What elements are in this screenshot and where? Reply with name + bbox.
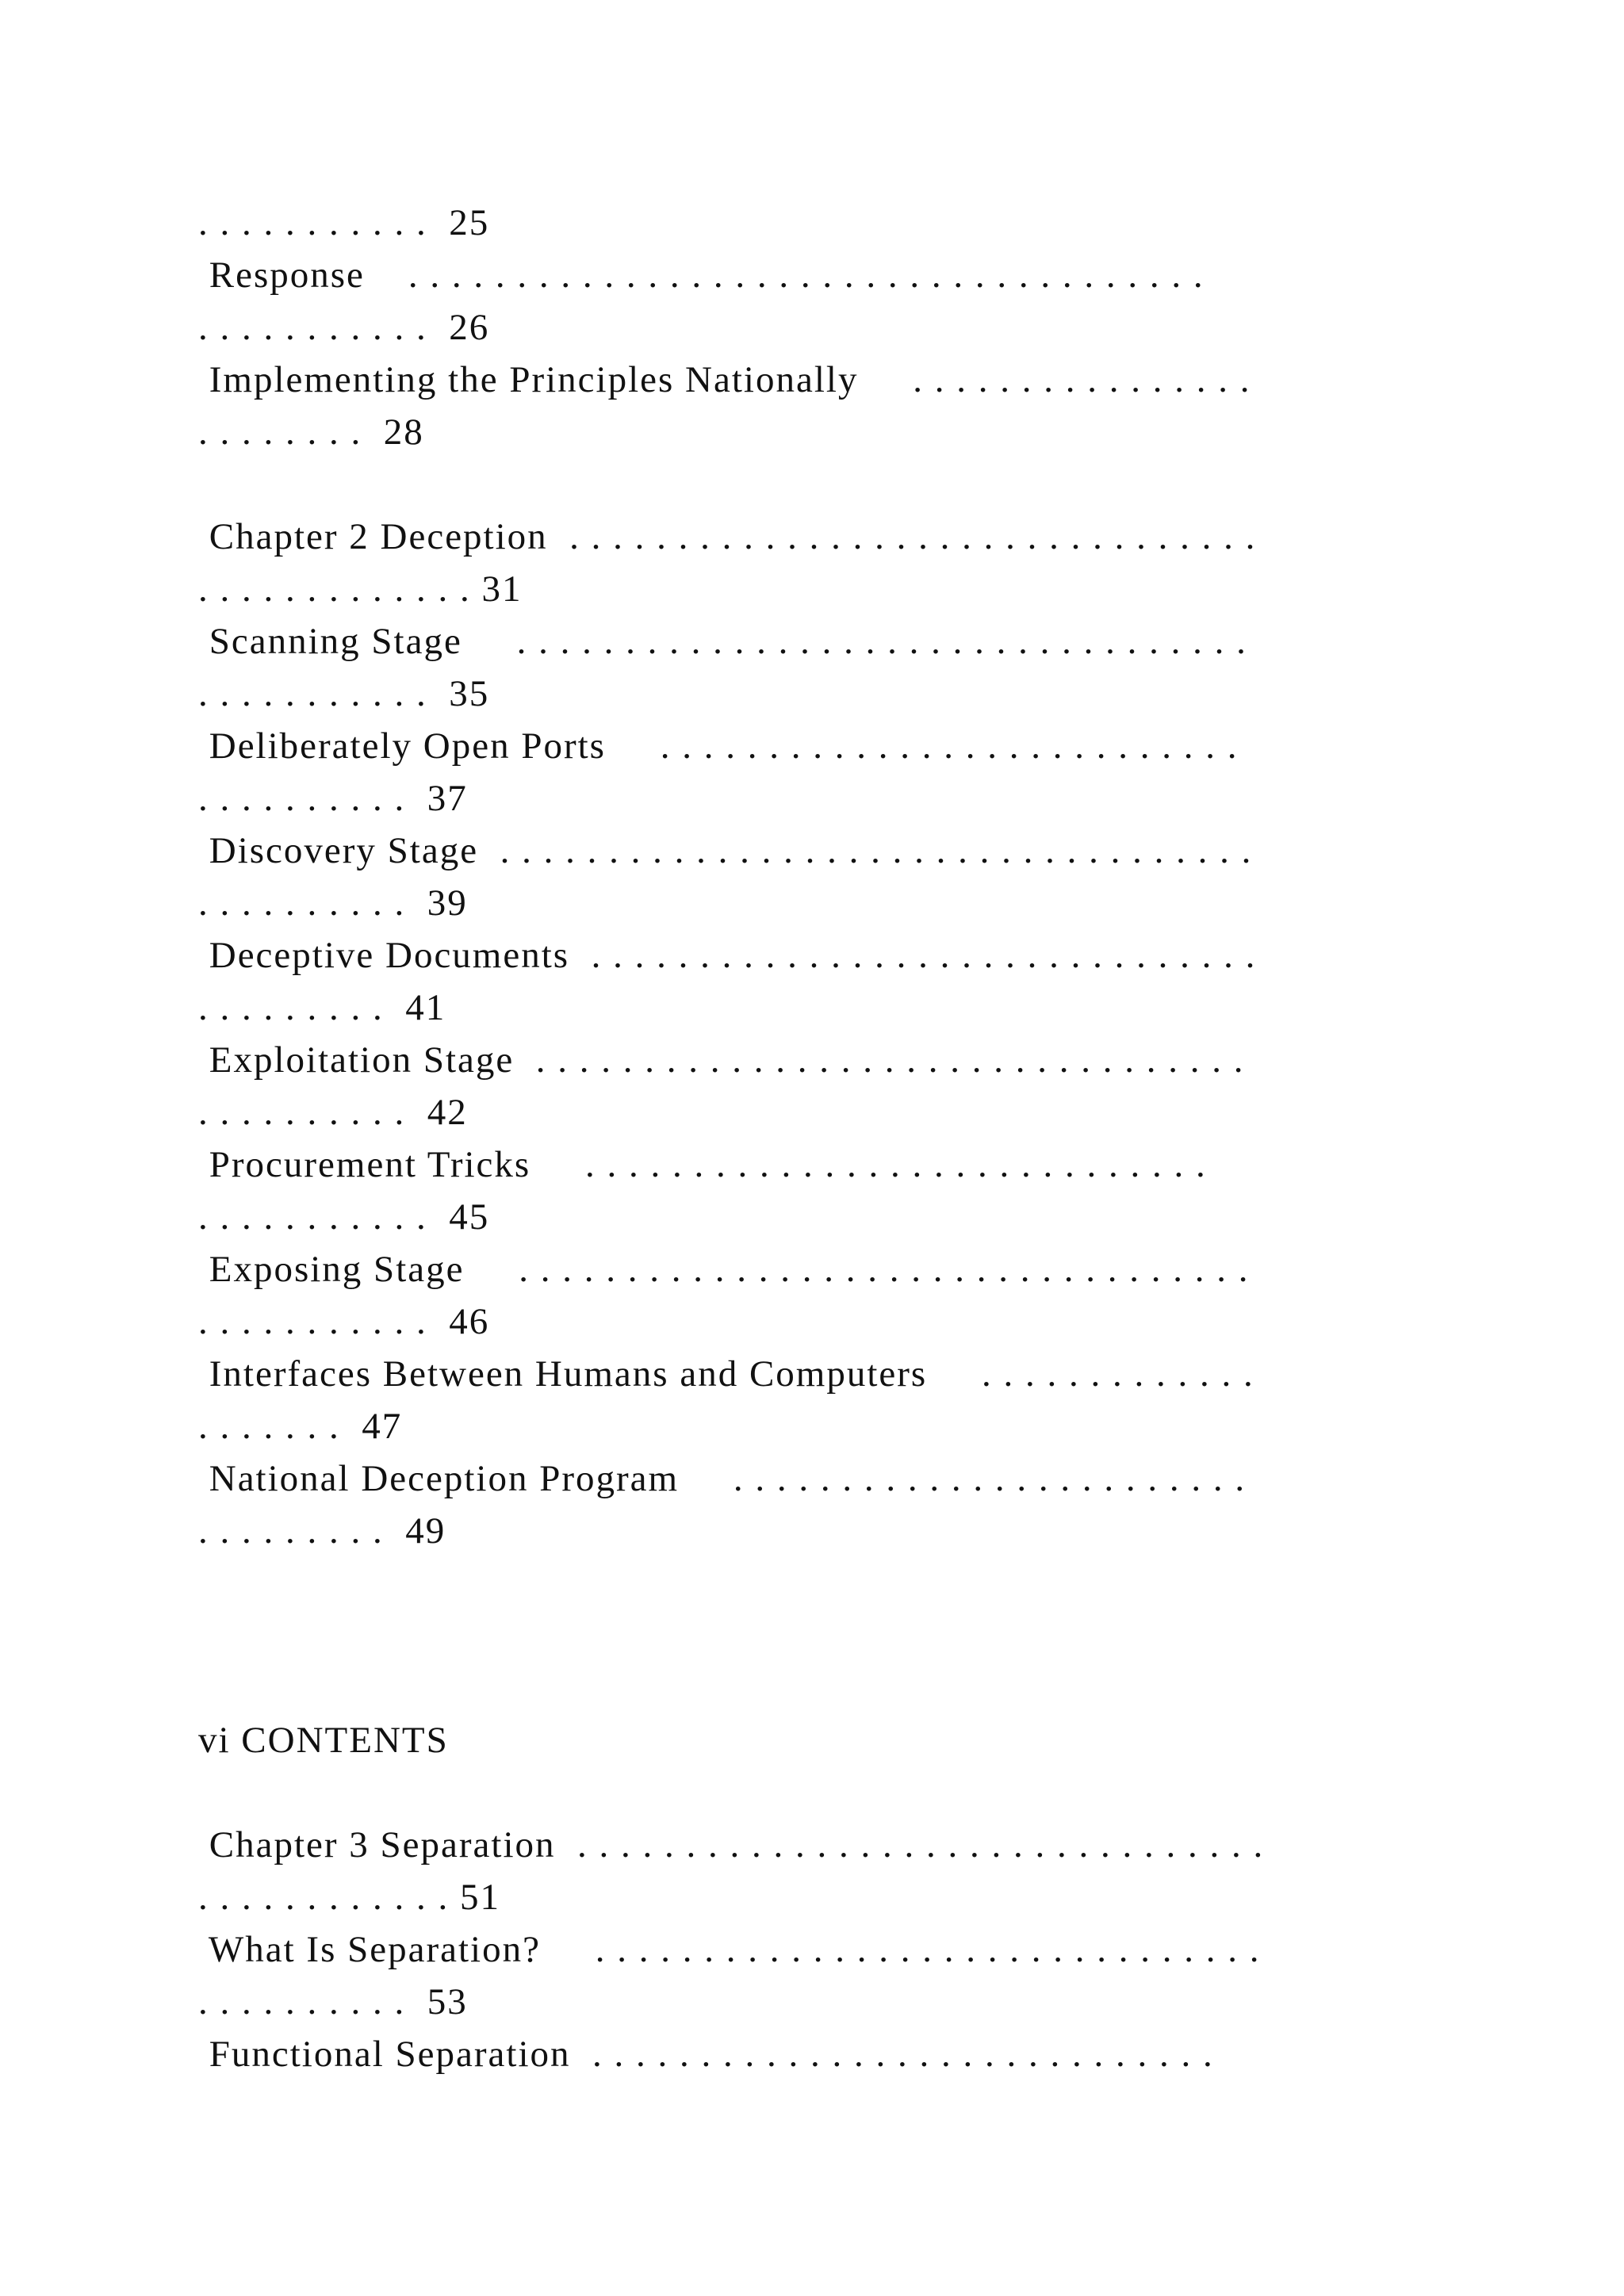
toc-line: . . . . . . . . . . . 35 (198, 673, 490, 714)
toc-line: . . . . . . . . . . 39 (198, 882, 468, 924)
toc-line: Interfaces Between Humans and Computers . . . . . . . . . . . . . (198, 1353, 1254, 1395)
toc-line: National Deception Program . . . . . . . . . . . . . . . . . . . . . . . . (198, 1458, 1247, 1499)
toc-line: . . . . . . . . . . . . 51 (198, 1877, 500, 1918)
toc-line: . . . . . . . . . . . . . 31 (198, 568, 523, 610)
running-head: vi CONTENTS (198, 1720, 449, 1761)
toc-line: . . . . . . . 47 (198, 1406, 403, 1447)
toc-line: . . . . . . . . . 49 (198, 1510, 446, 1552)
toc-line: . . . . . . . . . . . 25 (198, 202, 490, 243)
toc-line: Chapter 3 Separation . . . . . . . . . . . . . . . . . . . . . . . . . . . . . . . . (198, 1824, 1265, 1866)
toc-line: . . . . . . . . . . . 45 (198, 1196, 490, 1238)
toc-line: . . . . . . . . . . . 26 (198, 307, 490, 348)
toc-line: . . . . . . . . . . 53 (198, 1981, 468, 2022)
toc-line: . . . . . . . . . . 42 (198, 1092, 468, 1133)
toc-line: . . . . . . . . . . . 46 (198, 1301, 490, 1342)
toc-line: . . . . . . . . . . 37 (198, 778, 468, 819)
toc-line: . . . . . . . . . 41 (198, 987, 446, 1028)
toc-line: Implementing the Principles Nationally . . . . . . . . . . . . . . . . (198, 359, 1251, 400)
toc-line: Chapter 2 Deception . . . . . . . . . . . . . . . . . . . . . . . . . . . . . . . . (198, 516, 1257, 557)
toc-line: . . . . . . . . 28 (198, 411, 424, 453)
toc-line: Exploitation Stage . . . . . . . . . . . . . . . . . . . . . . . . . . . . . . . . . (198, 1039, 1245, 1081)
toc-line: What Is Separation? . . . . . . . . . . . . . . . . . . . . . . . . . . . . . . . (198, 1929, 1261, 1970)
toc-line: Procurement Tricks . . . . . . . . . . . . . . . . . . . . . . . . . . . . . (198, 1144, 1207, 1185)
toc-line: Exposing Stage . . . . . . . . . . . . . . . . . . . . . . . . . . . . . . . . . . (198, 1249, 1250, 1290)
toc-line: Functional Separation . . . . . . . . . . . . . . . . . . . . . . . . . . . . . (198, 2034, 1214, 2075)
toc-line: Deceptive Documents . . . . . . . . . . . . . . . . . . . . . . . . . . . . . . . (198, 935, 1257, 976)
toc-line: Deliberately Open Ports . . . . . . . . . . . . . . . . . . . . . . . . . . . (198, 725, 1239, 767)
toc-line: Discovery Stage . . . . . . . . . . . . . . . . . . . . . . . . . . . . . . . . . . . (198, 830, 1253, 871)
toc-line: Scanning Stage . . . . . . . . . . . . . . . . . . . . . . . . . . . . . . . . . . (198, 621, 1247, 662)
toc-line: Response . . . . . . . . . . . . . . . . . . . . . . . . . . . . . . . . . . . . . (198, 254, 1205, 296)
